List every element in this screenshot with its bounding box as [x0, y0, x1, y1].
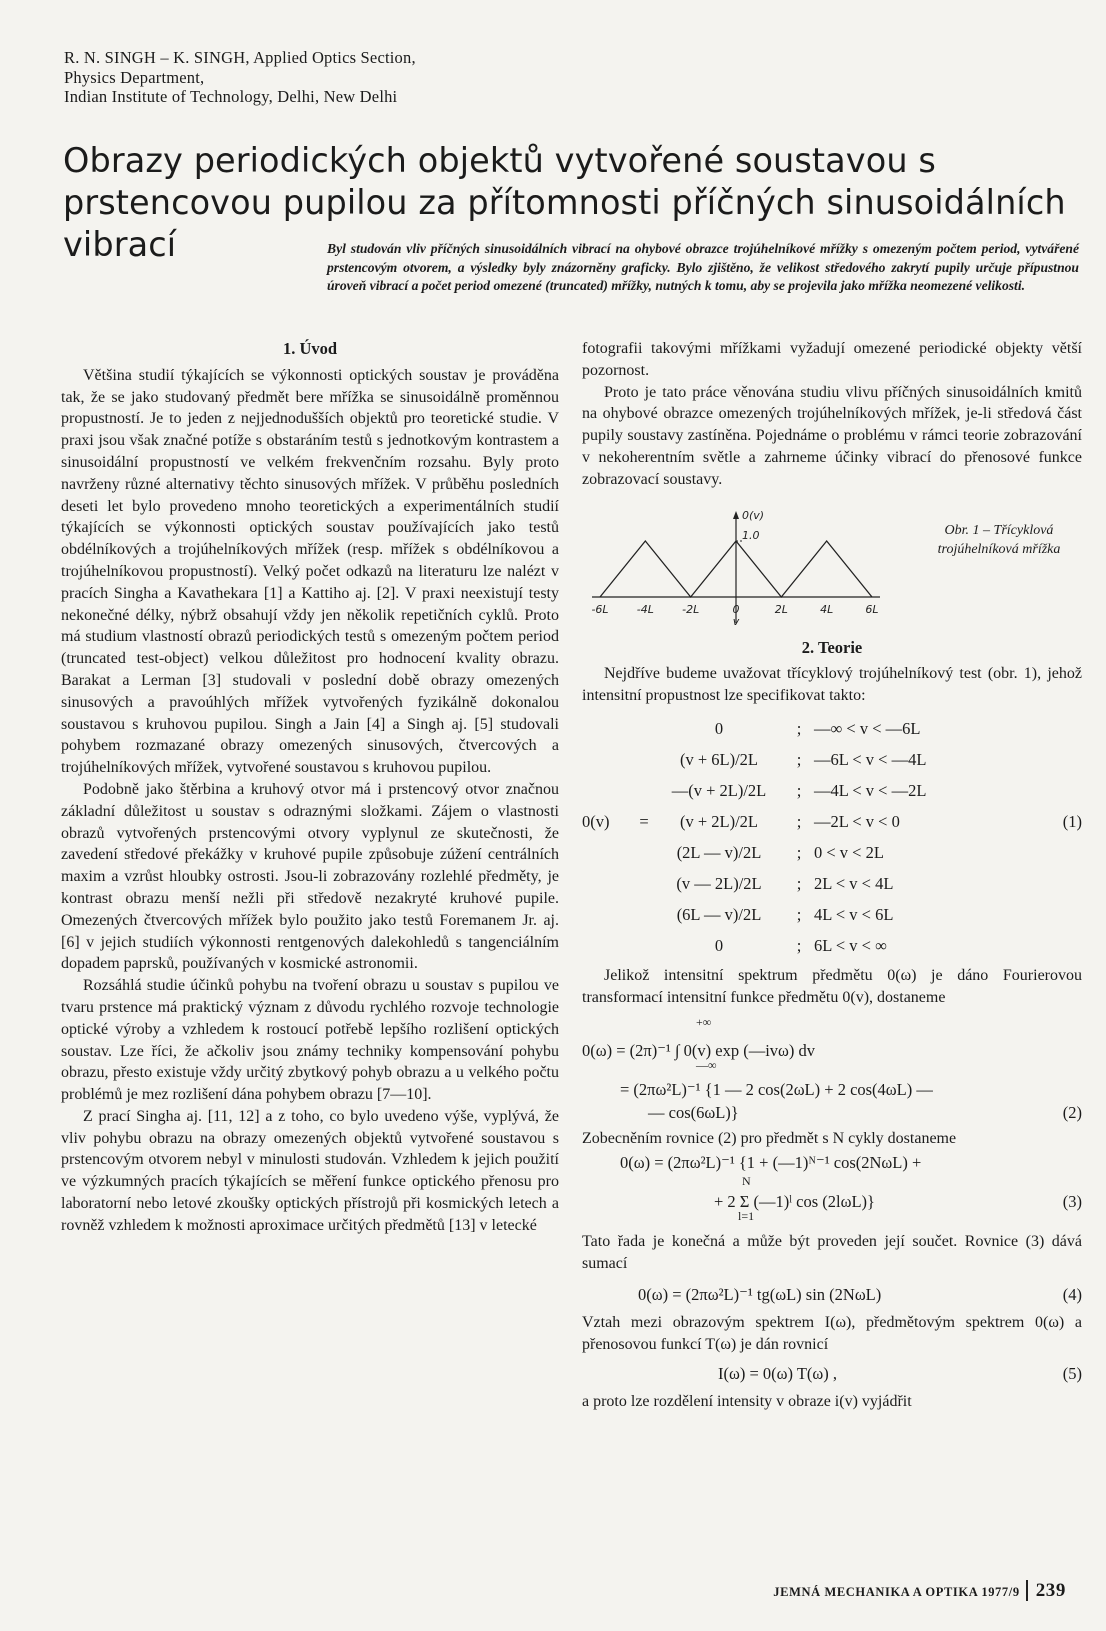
eq-number: (2): [1062, 1102, 1082, 1122]
equation-4: [582, 1283, 1082, 1306]
triangle-grating-chart: [582, 505, 902, 627]
paragraph: Rozsáhlá studie účinků pohybu na tvoření obrazu u soustav s pupilou ve tvaru prstence má praktický význam z důvodu rychlého rozvoje technologie optické výroby a vzhledem k rostoucí potřebě lepšího rozlišení optických soustav. Lze říci, že ačkoliv jsou známy techniky kompensování pohybu obrazu, přesto existuje vždy určitý zbytkový pohyb obrazu a u velkého počtu problémů je mez rozlišení dána pohybem obrazu [7—10].: [61, 977, 559, 1104]
paragraph: Proto je tato práce věnována studiu vlivu příčných sinusoidálních kmitů na ohybové obrazce omezených trojúhelníkových mřížek, je-li středová část pupily soustavy zastíněna. Pojednáme o problému v rámci teorie zobrazování v nekoherentním světle a zahrneme účinky vibrací do přenosové funkce zobrazovací soustavy.: [582, 383, 1082, 488]
y-axis-label: 0(v): [742, 508, 765, 522]
eq-value: 0: [714, 935, 724, 955]
left-column: [61, 338, 559, 1237]
y-tick-label: 1.0: [742, 528, 760, 542]
eq-range: —∞ < v < —6L: [814, 718, 921, 738]
sum-lower-limit: l=1: [738, 1209, 755, 1224]
sum-upper-limit: N: [742, 1174, 751, 1189]
eq-number: (4): [1062, 1284, 1082, 1304]
x-tick-label: -6L: [591, 602, 609, 616]
eq-range: —6L < v < —4L: [814, 749, 927, 769]
integral-lower-limit: —∞: [696, 1057, 717, 1072]
paragraph: Podobně jako štěrbina a kruhový otvor má i prstencový otvor značnou základní důležitost u soustav s odraznými složkami. Zájem o vlastnosti obrazů vytvořených prstencovými otvory vyplynul ze skutečnosti, že zavedení středové překážky v kruhové pupile způsobuje zúžení centrálních maxim a vzrůst hloubky ostrosti. Jsou-li zobrazovány rozlehlé předměty, je kontrast obrazu menší nežli při středově nezakryté kruhové pupile. Omezených čtvercových mřížek bylo použito jako testů Foremanem Jr. aj. [6] v jejich studiích výkonnosti rentgenových dalekohledů s tangenciálním dopadem paprsků, používaných v kosmické astronomii.: [61, 780, 559, 973]
eq-line: I(ω) = 0(ω) T(ω) ,: [718, 1363, 838, 1383]
y-axis-arrow: [733, 511, 739, 519]
eq-range: —4L < v < —2L: [814, 780, 927, 800]
eq-separator: ;: [796, 811, 802, 831]
journal-name: JEMNÁ MECHANIKA A OPTIKA 1977/9: [773, 1585, 1020, 1599]
eq-value: (v + 6L)/2L: [679, 749, 759, 769]
eq-line: 0(ω) = (2πω²L)⁻¹ tg(ωL) sin (2NωL): [638, 1284, 882, 1304]
equation-1: [582, 713, 1082, 961]
equation-3: [582, 1151, 1082, 1227]
paragraph: fotografii takovými mřížkami vyžadují omezené periodické objekty větší pozornost.: [582, 340, 1082, 379]
eq-range: 0 < v < 2L: [814, 842, 884, 862]
eq-lhs: 0(v): [582, 811, 610, 831]
eq-value: (2L — v)/2L: [676, 842, 762, 862]
eq-line: = (2πω²L)⁻¹ {1 — 2 cos(2ωL) + 2 cos(4ωL) —: [620, 1079, 933, 1099]
eq-range: 6L < v < ∞: [814, 935, 887, 955]
equation-2: [582, 1015, 1082, 1124]
paragraph: Zobecněním rovnice (2) pro předmět s N cykly dostaneme: [582, 1129, 957, 1147]
eq-number: (3): [1062, 1192, 1082, 1212]
eq-line: 0(ω) = (2π)⁻¹ ∫ 0(v) exp (—ivω) dv: [582, 1040, 816, 1060]
eq-equals: =: [639, 811, 649, 831]
eq-separator: ;: [796, 718, 802, 738]
x-tick-label: -2L: [682, 602, 700, 616]
paragraph: a proto lze rozdělení intensity v obraze i(v) vyjádřit: [582, 1392, 912, 1410]
page-footer: [773, 1580, 1066, 1602]
equation-5: [582, 1362, 1082, 1385]
figure-1: [582, 505, 1082, 627]
eq-separator: ;: [796, 842, 802, 862]
paragraph: Jelikož intensitní spektrum předmětu 0(ω) je dáno Fourierovou transformací intensitní funkce předmětu 0(v), dostaneme: [582, 966, 1082, 1006]
eq-number: (5): [1062, 1363, 1082, 1383]
eq-value: —(v + 2L)/2L: [671, 780, 767, 800]
eq-line: 0(ω) = (2πω²L)⁻¹ {1 + (—1)ᴺ⁻¹ cos(2NωL) +: [620, 1153, 922, 1173]
x-tick-label: 6L: [865, 602, 879, 616]
eq-line: — cos(6ωL)}: [648, 1102, 739, 1122]
eq-separator: ;: [796, 904, 802, 924]
section-heading: 2. Teorie: [801, 637, 863, 657]
figure-caption: Obr. 1 – Třícyklová trojúhelníková mřížka: [937, 522, 1061, 557]
eq-separator: ;: [796, 873, 802, 893]
paragraph: Tato řada je konečná a může být proveden její součet. Rovnice (3) dává sumací: [582, 1233, 1082, 1273]
right-column: [582, 338, 1082, 1412]
author-line: R. N. SINGH – K. SINGH, Applied Optics Section,: [64, 48, 416, 67]
x-tick-label: -4L: [636, 602, 654, 616]
eq-value: (v — 2L)/2L: [676, 873, 762, 893]
eq-number: (1): [1062, 811, 1082, 831]
paragraph: Z prací Singha aj. [11, 12] a z toho, co bylo uvedeno výše, vyplývá, že vliv pohybu obrazu na obrazy omezených objektů vytvořené soustavou s prstencovým otvorem nebyl v minulosti studován. Vzhledem k jejich použití ve výzkumných pracích týkajících se měření funkce optického přenosu pro laboratorní nebo letové zkoušky optických přístrojů při kosmických letech a rovněž vzhledem k možnosti aproximace určitých předmětů [13] v letecké: [61, 1107, 559, 1234]
eq-value: 0: [714, 718, 724, 738]
paragraph: Nejdříve budeme uvažovat třícyklový trojúhelníkový test (obr. 1), jehož intensitní propustnost lze specifikovat takto:: [582, 665, 1082, 705]
eq-range: 4L < v < 6L: [814, 904, 894, 924]
eq-line: + 2 Σ (—1)ˡ cos (2lωL)}: [714, 1192, 875, 1212]
eq-range: 2L < v < 4L: [814, 873, 894, 893]
article-title: Obrazy periodických objektů vytvořené soustavou s prstencovou pupilou za přítomnosti příčných sinusoidálních vibrací: [63, 141, 1066, 264]
x-tick-label: 0: [732, 602, 740, 616]
x-tick-label: 4L: [820, 602, 834, 616]
eq-range: —2L < v < 0: [814, 811, 900, 831]
section-heading: 1. Úvod: [282, 339, 338, 358]
integral-upper-limit: +∞: [696, 1014, 712, 1029]
eq-value: (v + 2L)/2L: [679, 811, 759, 831]
page-number: 239: [1026, 1580, 1066, 1601]
eq-separator: ;: [796, 780, 802, 800]
paragraph: Většina studií týkajících se výkonnosti optických soustav je prováděna tak, že se jako studovaný předmět bere mřížka se sinusoidálně proměnnou propustností. Je to jeden z nejjednodušších objektů pro teoretické studie. V praxi jsou však značné potíže s obstaráním testů s jednotkovým kontrastem a sinusoidální propustností ve velkém frekvenčním rozsahu. Byly proto navrženy různé alternativy těchto sinusových mřížek. V průběhu posledních deseti let bylo provedeno mnoho teoretických a experimentálních studií týkajících se výkonnosti optických soustav používajících jako testů obdélníkových a trojúhelníkových mřížek (resp. mřížek s obdélníkovou a trojúhelníkovou propustností). Velký počet odkazů na literaturu lze nalézt v pracích Singha a Kavathekara [1] a Kattiho aj. [2]. V praxi neexistují testy nekonečné délky, nýbrž obsahují vždy jen několik repetičních cyklů. Proto má studium vlastností obrazů periodických testů s omezeným počtem period (truncated test-object) velkou důležitost pro hodnocení kvality obrazu. Barakat a Lerman [3] studovali v poslední době obrazy omezených sinusových a pravoúhlých mřížek vytvořených fyzikálně dokonalou soustavou s kruhovou pupilou. Singh a Jain [4] a Singh aj. [5] studovali pohybem rozmazané obrazy omezených sinusových, čtvercových a trojúhelníkových mřížek, vytvořené soustavou s kruhovou pupilou.: [61, 366, 559, 777]
x-axis-label: v: [732, 614, 740, 627]
author-line: Physics Department,: [64, 67, 205, 87]
eq-value: (6L — v)/2L: [676, 904, 762, 924]
abstract: Byl studován vliv příčných sinusoidálních vibrací na ohybové obrazce trojúhelníkové mřížky s omezeným počtem period, vytvářené prstencovým otvorem, a výsledky byly znázorněny graficky. Bylo zjištěno, že velikost středového zakrytí pupily určuje přípustnou úroveň vibrací a počet period omezené (truncated) mřížky, nutných k tomu, aby se projevila jako mřížka neomezené velikosti.: [327, 241, 1079, 294]
eq-separator: ;: [796, 935, 802, 955]
paragraph: Vztah mezi obrazovým spektrem I(ω), předmětovým spektrem 0(ω) a přenosovou funkcí T(ω) je dán rovnicí: [582, 1313, 1082, 1353]
x-tick-label: 2L: [774, 602, 788, 616]
author-line: Indian Institute of Technology, Delhi, New Delhi: [64, 87, 398, 106]
author-block: [64, 48, 624, 107]
eq-separator: ;: [796, 749, 802, 769]
